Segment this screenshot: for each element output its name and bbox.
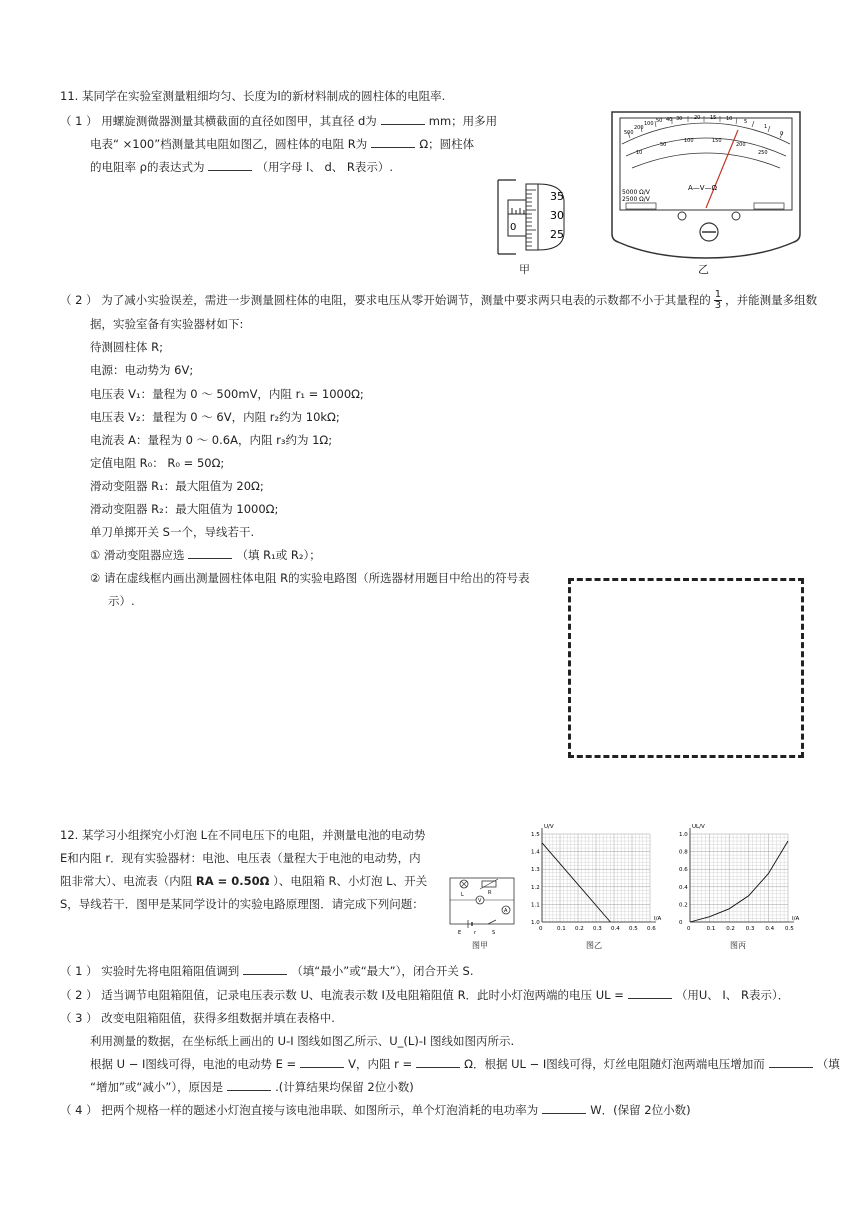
q11-sub1-text-b: （填 R₁或 R₂）； [236, 548, 321, 562]
x-tick-label: 0.5 [785, 926, 794, 932]
micrometer-tick-35: 35 [550, 190, 564, 203]
q11-part1-tag: （ 1 ） [60, 114, 98, 128]
q12-part3-c2: V，内阻 r = [348, 1057, 413, 1071]
x-tick-label: 0.2 [575, 926, 584, 932]
y-axis-label: UL/V [692, 824, 705, 830]
q12-part1-a: 实验时先将电阻箱阻值调到 [101, 964, 240, 978]
label-A: A [504, 908, 508, 914]
answer-blank-trend[interactable] [769, 1056, 813, 1068]
q11-part2-tag: （ 2 ） [60, 293, 98, 307]
y-axis-label: U/V [544, 824, 554, 830]
answer-blank-resistance[interactable] [371, 136, 415, 148]
x-tick-label: 0.4 [765, 926, 775, 932]
equipment-item: 电压表 V₁：量程为 0 ～ 500mV，内阻 r₁ = 1000Ω; [90, 387, 364, 401]
equipment-item: 待测圆柱体 R; [90, 340, 164, 354]
q12-part3-d1: “增加”或“减小”），原因是 [90, 1080, 224, 1094]
meter-tick-100: 100 [644, 121, 654, 127]
q12-part1-b: （填“最小”或“最大”），闭合开关 S. [291, 964, 474, 978]
chart-u-i [526, 822, 662, 932]
q12-part3-c1: 根据 U − I图线可得，电池的电动势 E = [90, 1057, 297, 1071]
q11-part2-text-b: ，并能测量多组数 [725, 293, 818, 307]
x-tick-label: 0.4 [611, 926, 620, 932]
q12-part3-tag: （ 3 ） [60, 1011, 98, 1025]
q11-part2-text-a: 为了减小实验误差，需进一步测量圆柱体的电阻，要求电压从零开始调节，测量中要求两只电表的示数都不小于其量程的 [101, 293, 711, 307]
answer-blank-power[interactable] [542, 1102, 586, 1114]
meter-mid-100: 100 [684, 138, 694, 144]
answer-blank-reason[interactable] [227, 1079, 271, 1091]
y-tick-label: 1.4 [531, 849, 540, 856]
x-tick-label: 0.6 [647, 926, 656, 932]
label-R: R [488, 890, 492, 896]
q11-sub1 [90, 547, 321, 563]
chart-bing-caption: 图丙 [730, 941, 746, 950]
series-line [542, 843, 610, 922]
label-r: r [474, 930, 477, 936]
meter-tick-500: 500 [624, 130, 634, 136]
x-tick-label: 0.1 [706, 926, 716, 932]
x-axis-label: I/A [792, 916, 800, 922]
y-tick-label: 0.6 [679, 867, 688, 874]
x-tick-label: 0.3 [593, 926, 602, 932]
y-tick-label: 0 [679, 920, 683, 926]
q11-part1-text-a: 用螺旋测微器测量其横截面的直径如图甲，其直径 d为 [101, 114, 377, 128]
q11-part1-line1 [60, 113, 497, 129]
meter-mid-10: 10 [636, 150, 643, 156]
circuit-diagram [444, 872, 520, 936]
x-axis-label: I/A [654, 916, 662, 922]
meter-mid-250: 250 [758, 150, 768, 156]
fraction-one-third [714, 290, 722, 311]
answer-blank-resistivity[interactable] [208, 159, 252, 171]
equipment-item: 电源：电动势为 6V; [90, 363, 194, 377]
q11-sub2-line2: 示）. [108, 594, 135, 608]
q12-line4: S，导线若干．图甲是某同学设计的实验电路原理图．请完成下列问题： [60, 897, 424, 911]
q11-title: 11. 某同学在实验室测量粗细均匀、长度为l的新材料制成的圆柱体的电阻率. [60, 89, 446, 103]
circuit-drawing-box[interactable] [568, 578, 804, 758]
q12-part2 [60, 987, 789, 1003]
meter-tick-40: 40 [666, 117, 673, 123]
answer-blank-internal-r[interactable] [416, 1056, 460, 1068]
q12-part3-c [90, 1056, 840, 1072]
q12-part4-tag: （ 4 ） [60, 1103, 98, 1117]
q12-line3-c: ）、电阻箱 R、小灯泡 L、开关 [273, 874, 428, 888]
q12-part2-b: （用U、 I、 R表示）． [675, 988, 790, 1002]
q11-part1-text-b: mm；用多用 [428, 114, 498, 128]
meter-tick-1: 1 [764, 124, 768, 130]
y-tick-label: 0.4 [679, 884, 688, 891]
y-tick-label: 1.0 [531, 920, 540, 926]
q11-sub2-line1: ② 请在虚线框内画出测量圆柱体电阻 R的实验电路图（所选器材用题目中给出的符号表 [90, 571, 530, 585]
q11-part1-text-e: 的电阻率 ρ的表达式为 [90, 160, 205, 174]
fraction-denominator: 3 [714, 300, 722, 311]
equipment-item: 定值电阻 R₀： R₀ = 50Ω; [90, 456, 225, 470]
y-tick-label: 1.3 [531, 867, 540, 874]
q12-line3 [60, 873, 427, 889]
chart-ul-i [672, 822, 802, 932]
micrometer-tick-30: 30 [550, 209, 564, 222]
q11-part1-text-d: Ω；圆柱体 [419, 137, 475, 151]
equipment-item: 滑动变阻器 R₁：最大阻值为 20Ω; [90, 479, 264, 493]
q11-part1-line2 [90, 136, 474, 152]
y-tick-label: 0.8 [679, 849, 688, 856]
q12-part3-a: 改变电阻箱阻值，获得多组数据并填在表格中. [101, 1011, 335, 1025]
y-tick-label: 1.2 [531, 884, 540, 891]
y-tick-label: 1.1 [531, 902, 540, 909]
meter-tick-10: 10 [726, 116, 733, 122]
meter-tick-50: 50 [656, 118, 663, 124]
answer-blank-diameter[interactable] [381, 113, 425, 125]
meter-left-label-1: 5000 Ω/V [622, 189, 650, 196]
micrometer-figure [494, 178, 594, 258]
meter-mid-50: 50 [660, 142, 667, 148]
meter-mid-200: 200 [736, 142, 746, 148]
answer-blank-box-setting[interactable] [243, 963, 287, 975]
switch-icon [488, 920, 496, 924]
meter-tick-200: 200 [634, 125, 644, 131]
equipment-item: 滑动变阻器 R₂：最大阻值为 1000Ω; [90, 502, 279, 516]
meter-tick-0: 0 [780, 131, 784, 137]
q12-part1-tag: （ 1 ） [60, 964, 98, 978]
x-tick-label: 0.2 [726, 926, 735, 932]
x-tick-label: 0 [539, 926, 543, 932]
label-V: V [478, 898, 482, 904]
q12-part3-c3: Ω．根据 UL − I图线可得，灯丝电阻随灯泡两端电压增加而 [464, 1057, 765, 1071]
q12-part4-b: W．(保留 2位小数) [590, 1103, 691, 1117]
label-L: L [461, 892, 464, 898]
fig-jia-caption: 甲 [519, 263, 530, 276]
meter-mid-150: 150 [712, 138, 722, 144]
q11-part2-line1 [60, 290, 817, 311]
multimeter-figure [608, 108, 804, 260]
q12-line2: E和内阻 r．现有实验器材：电池、电压表（量程大于电池的电动势，内 [60, 851, 421, 865]
q12-part2-a: 适当调节电阻箱阻值，记录电压表示数 U、电流表示数 I及电阻箱阻值 R．此时小灯泡两端的电压 UL = [101, 988, 624, 1002]
ammeter-resistance: RA = 0.50Ω [195, 874, 270, 888]
x-tick-label: 0.3 [745, 926, 755, 932]
micrometer-zero: 0 [510, 222, 517, 233]
q11-part2-line2: 据，实验室备有实验器材如下: [90, 317, 244, 331]
q12-part3-b: 利用测量的数据，在坐标纸上画出的 U-I 图线如图乙所示、U_(L)-I 图线如图丙所示. [90, 1034, 515, 1048]
q11-part1-text-c: 电表“ ×100”档测量其电阻如图乙，圆柱体的电阻 R为 [90, 137, 368, 151]
meter-center-label: A—V—Ω [688, 184, 717, 192]
fraction-numerator: 1 [714, 289, 722, 300]
q12-part1 [60, 963, 474, 979]
x-tick-label: 0.5 [629, 926, 638, 932]
series-line [690, 841, 788, 922]
q12-part2-tag: （ 2 ） [60, 988, 98, 1002]
x-tick-label: 0 [687, 926, 691, 932]
fig-yi-caption: 乙 [698, 263, 709, 276]
answer-blank-rheostat[interactable] [188, 547, 232, 559]
q12-part3-c4: （填 [816, 1057, 840, 1071]
q12-line1: 12. 某学习小组探究小灯泡 L在不同电压下的电阻，并测量电池的电动势 [60, 828, 426, 842]
q12-part3-d [90, 1079, 414, 1095]
q11-sub1-text-a: ① 滑动变阻器应选 [90, 548, 185, 562]
label-S: S [492, 930, 496, 936]
label-E: E [458, 930, 462, 936]
fig-circuit-caption: 图甲 [472, 941, 488, 950]
micrometer-tick-25: 25 [550, 228, 564, 241]
equipment-item: 电压表 V₂：量程为 0 ～ 6V，内阻 r₂约为 10kΩ; [90, 410, 340, 424]
q12-part3 [60, 1010, 335, 1026]
answer-blank-ul[interactable] [628, 987, 672, 999]
q12-part4 [60, 1102, 691, 1118]
equipment-item: 单刀单掷开关 S一个，导线若干. [90, 525, 255, 539]
y-tick-label: 1.0 [679, 832, 688, 838]
q12-part4-a: 把两个规格一样的题述小灯泡直接与该电池串联、如图所示，单个灯泡消耗的电功率为 [101, 1103, 539, 1117]
x-tick-label: 0.1 [557, 926, 566, 932]
q11-part1-line3 [90, 159, 393, 175]
meter-tick-20: 20 [694, 115, 701, 121]
y-tick-label: 0.2 [679, 902, 688, 909]
q12-line3-a: 阻非常大）、电流表（内阻 [60, 874, 193, 888]
meter-tick-30: 30 [676, 116, 683, 122]
q11-part1-text-f: （用字母 l、 d、 R表示）. [256, 160, 394, 174]
meter-left-label-2: 2500 Ω/V [622, 196, 650, 203]
chart-yi-caption: 图乙 [586, 941, 602, 950]
equipment-item: 电流表 A：量程为 0 ～ 0.6A，内阻 r₃约为 1Ω; [90, 433, 333, 447]
y-tick-label: 1.5 [531, 832, 540, 838]
q12-part3-d2: .(计算结果均保留 2位小数) [275, 1080, 414, 1094]
meter-tick-15: 15 [710, 115, 717, 121]
answer-blank-emf[interactable] [300, 1056, 344, 1068]
meter-tick-5: 5 [744, 119, 748, 125]
